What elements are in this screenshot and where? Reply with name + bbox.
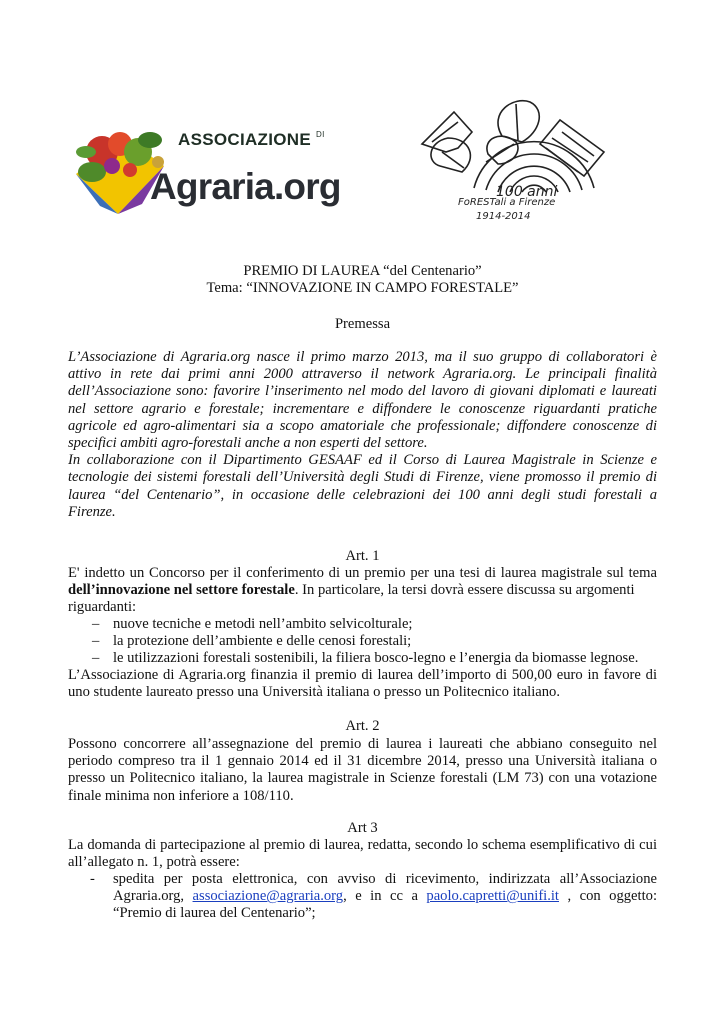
art3-item-line: spedita per posta elettronica, con avviso di ricevimento, indirizzata all’Associazione — [113, 871, 657, 887]
art2-line: presso un Politecnico italiano, la laurea magistrale in Scienze forestali (LM 73) con una votazione — [68, 770, 657, 787]
art3-email-item — [113, 871, 657, 923]
premessa-paragraph — [68, 349, 657, 521]
art1-line-rest: . In particolare, la tersi dovrà essere discussa su argomenti — [294, 582, 635, 599]
premessa-line: specifici ambiti agro-forestali anche a non esperti del settore. — [68, 435, 428, 452]
art3-item-text: Agraria.org, — [113, 888, 193, 905]
bullet-dash: – — [92, 650, 100, 666]
art1-bullet-item: nuove tecniche e metodi nell’ambito selvicolturale; — [113, 616, 413, 632]
art2-heading: Art. 2 — [345, 718, 380, 734]
art1-line: riguardanti: — [68, 599, 137, 616]
art3-item-text: , e in cc a — [343, 888, 427, 905]
art2-line: periodo compreso tra il 1 gennaio 2014 ed il 31 dicembre 2014, presso una Università italiana o — [68, 753, 657, 770]
art1-line: uno studente laureato presso una Università italiana o presso un Politecnico italiano. — [68, 684, 561, 701]
logo-association-label: ASSOCIAZIONE $^{DI}$ — [178, 130, 325, 149]
prize-theme: Tema: “INNOVAZIONE IN CAMPO FORESTALE” — [206, 280, 519, 296]
art1-heading: Art. 1 — [345, 548, 380, 564]
art3-line: all’allegato n. 1, potrà essere: — [68, 854, 240, 871]
art3-heading: Art 3 — [347, 820, 378, 836]
logo-dates-label: 1914-2014 — [476, 211, 531, 222]
art1-bullet-item: le utilizzazioni forestali sostenibili, la filiera bosco-legno e l’energia da biomasse legnose. — [113, 650, 639, 666]
art1-paragraph — [68, 565, 657, 617]
logo-brand-label: Agraria.org — [150, 166, 341, 207]
bullet-dash: – — [92, 633, 100, 649]
art1-bullet-item: la protezione dell’ambiente e delle cenosi forestali; — [113, 633, 412, 649]
art1-funding-paragraph — [68, 667, 657, 701]
art3-paragraph — [68, 837, 657, 871]
premessa-line: attivo in rete dai primi anni 2000 attraverso il network Agraria.org. Le principali finalità — [68, 366, 657, 383]
premessa-line: laurea “del Centenario”, in occasione delle celebrazioni dei 100 anni degli studi forestali a — [68, 486, 657, 503]
art1-line — [68, 582, 657, 599]
art3-line: La domanda di partecipazione al premio di laurea, redatta, secondo lo schema esemplificativo di cui — [68, 837, 657, 853]
premessa-line: L’Associazione di Agraria.org nasce il primo marzo 2013, ma il suo gruppo di collaboratori è — [68, 349, 657, 365]
art3-item-line: “Premio di laurea del Centenario”; — [113, 905, 316, 922]
art2-paragraph — [68, 736, 657, 805]
premessa-heading: Premessa — [334, 316, 391, 332]
art1-bold-theme: dell’innovazione nel settore forestale — [68, 582, 295, 599]
premessa-line: In collaborazione con il Dipartimento GESAAF ed il Corso di Laurea Magistrale in Scienze e — [68, 452, 657, 469]
premessa-line: Firenze. — [68, 503, 116, 520]
centenary-logo — [418, 92, 610, 228]
bullet-dash: - — [90, 871, 95, 887]
art1-line: E' indetto un Concorso per il conferimento di un premio per una tesi di laurea magistrale sul tema — [68, 565, 657, 581]
email-link-associazione[interactable]: associazione@agraria.org — [192, 888, 344, 905]
bullet-dash: – — [92, 616, 100, 632]
art2-line: Possono concorrere all’assegnazione del premio di laurea i laureati che abbiano conseguito nel — [68, 736, 657, 752]
prize-title: PREMIO DI LAUREA “del Centenario” — [243, 263, 482, 279]
art3-item-line — [113, 888, 657, 905]
art2-line: finale minima non inferiore a 108/110. — [68, 787, 294, 804]
premessa-line: agricole ed agro-alimentari sia a scopo amatoriale che professionale; diffondere conoscenze di — [68, 417, 657, 434]
art3-item-text: , con oggetto: — [559, 888, 657, 905]
art1-line: L’Associazione di Agraria.org finanzia il premio di laurea dell’importo di 500,00 euro in favore di — [68, 667, 657, 683]
premessa-line: nel settore agrario e forestale; incrementare e diffondere le conoscenze riguardanti pratiche — [68, 400, 657, 417]
logo-years-label: 100 anni — [496, 184, 558, 200]
logo-place-label: FoRESTali a Firenze — [458, 197, 556, 208]
premessa-line: dell’Associazione sono: favorire l’inserimento nel modo del lavoro di giovani diplomati e laureati — [68, 383, 657, 400]
agraria-logo — [72, 122, 341, 218]
email-link-capretti[interactable]: paolo.capretti@unifi.it — [426, 888, 559, 905]
premessa-line: tecnologie dei sistemi forestali dell’Università degli Studi di Firenze, viene promosso il premio di — [68, 469, 657, 486]
